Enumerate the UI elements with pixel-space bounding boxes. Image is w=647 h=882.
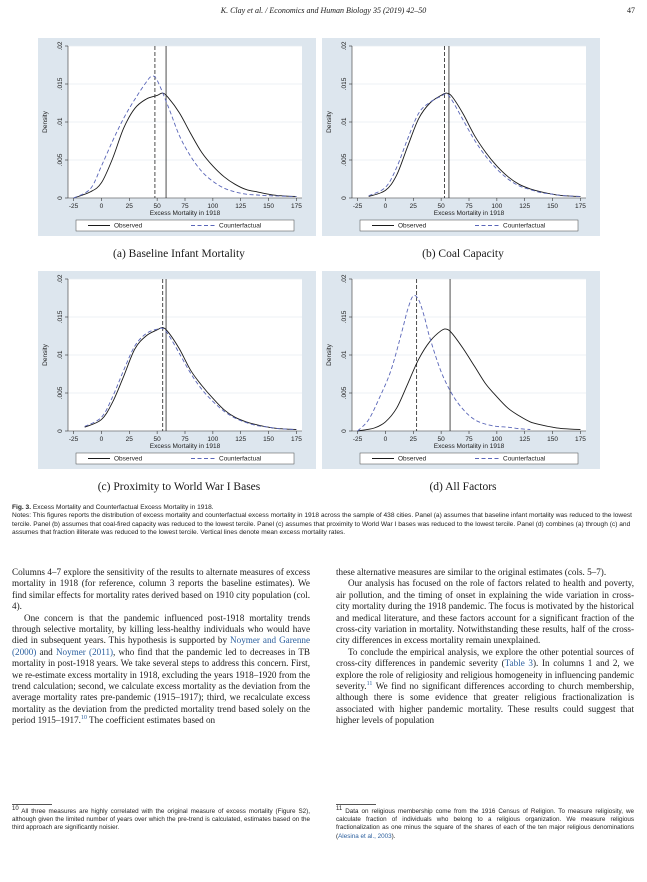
- legend-counterfactual-label: Counterfactual: [503, 455, 546, 463]
- y-tick-label: .02: [57, 41, 64, 51]
- left-text-column: [12, 567, 310, 727]
- y-tick-label: .015: [57, 77, 64, 91]
- citation-link[interactable]: Noymer (2011): [55, 646, 114, 657]
- right-text-column: [336, 567, 634, 727]
- x-tick-label: 100: [491, 203, 503, 210]
- x-axis-label: Excess Mortality in 1918: [433, 210, 505, 217]
- paragraph: Columns 4–7 explore the sensitivity of the results to alternate measures of excess mortality in 1918 (for reference, column 3 reports the baseline estimates). We find similar effects for mortality rates derived based on 1910 city population (col. 4).: [12, 567, 310, 612]
- x-tick-label: 100: [491, 436, 503, 443]
- x-tick-label: 100: [207, 203, 219, 210]
- x-tick-label: 125: [235, 436, 247, 443]
- legend-observed-label: Observed: [114, 455, 143, 463]
- x-tick-label: 25: [409, 436, 417, 443]
- footnote-divider: [12, 804, 52, 805]
- x-tick-label: 175: [574, 436, 586, 443]
- y-tick-label: .02: [341, 41, 348, 51]
- paragraph: Our analysis has focused on the role of factors related to health and poverty, air pollution, and the timing of onset in explaining the wide variation in cross-city mortality during the 1918 pandemic. The focus is motivated by the historical and medical literature, and these factors account for a significant fraction of the cross-city variation in mortality. Notwithstanding these results, half of the cross-city differences in excess mortality remain unexplained.: [336, 578, 634, 646]
- x-tick-label: 25: [125, 436, 133, 443]
- y-tick-label: .01: [341, 117, 348, 127]
- citation-link[interactable]: Noymer and Garenne (2000): [12, 635, 310, 657]
- footnote-ref[interactable]: 10: [80, 715, 87, 722]
- x-tick-label: 75: [465, 203, 473, 210]
- panel-a-caption: (a) Baseline Infant Mortality: [113, 248, 245, 260]
- figure-notes: Notes: This figures reports the distribution of excess mortality and counterfactual excess mortality in 1918 across the sample of 438 cities. Panel (a) assumes that baseline infant mortality was reduced to the lowest tercile. Panel (b) assumes that coal-fired capacity was reduced to the lowest tercile. Panel (c) assumes that proximity to World War I bases was reduced to the lowest tercile. Panel (d) combines (a) through (c) and assumes that fraction illiterate was reduced to the lowest tercile. Vertical lines denote mean excess mortality rates.: [12, 512, 632, 537]
- chart-panel-a: [38, 38, 316, 236]
- x-tick-label: 75: [465, 436, 473, 443]
- x-tick-label: 100: [207, 436, 219, 443]
- footnote-11: $^{11}$ Data on religious membership come from the 1916 Census of Religion. To measure religiosity, we calculate fraction of individuals who belong to a religious organization. We measure religious fractionalization as one minus the square of the shares of each of the ten major religious denominations (Alesina et al., 2003).: [336, 805, 634, 840]
- x-tick-label: 0: [383, 203, 388, 210]
- x-tick-label: 150: [263, 203, 275, 210]
- x-tick-label: 50: [437, 436, 445, 443]
- y-tick-label: .015: [341, 310, 348, 324]
- paragraph: To conclude the empirical analysis, we explore the other potential sources of cross-city differences in pandemic severity (Table 3). In columns 1 and 2, we explore the role of religiosity and religious homogeneity in influencing pandemic severity.$^{11}$ We find no significant differences according to church membership, although there is some evidence that greater religious fractionalization is associated with higher pandemic mortality. These results could suggest that higher levels of population: [336, 646, 634, 726]
- x-tick-label: 0: [99, 436, 104, 443]
- x-tick-label: 175: [290, 203, 302, 210]
- y-tick-label: .005: [341, 386, 348, 400]
- legend-observed-label: Observed: [398, 455, 427, 463]
- y-tick-label: .005: [57, 153, 64, 167]
- footnote-divider: [336, 804, 376, 805]
- x-tick-label: 0: [383, 436, 388, 443]
- x-tick-label: 150: [547, 203, 559, 210]
- legend-counterfactual-label: Counterfactual: [219, 455, 262, 463]
- legend-counterfactual-label: Counterfactual: [503, 222, 546, 230]
- x-tick-label: 125: [235, 203, 247, 210]
- y-tick-label: .015: [57, 310, 64, 324]
- y-tick-label: .01: [341, 350, 348, 360]
- citation-link[interactable]: Alesina et al., 2003: [338, 832, 392, 840]
- y-tick-label: 0: [57, 196, 64, 200]
- x-tick-label: 25: [125, 203, 133, 210]
- figure-caption: [12, 504, 634, 538]
- y-tick-label: .02: [57, 274, 64, 284]
- x-tick-label: 175: [574, 203, 586, 210]
- x-axis-label: Excess Mortality in 1918: [149, 210, 221, 217]
- paragraph: these alternative measures are similar to the original estimates (cols. 5–7).: [336, 567, 607, 577]
- figure-label: Fig. 3.: [12, 504, 32, 511]
- x-tick-label: 25: [409, 203, 417, 210]
- panel-c-caption: (c) Proximity to World War I Bases: [97, 481, 261, 493]
- y-tick-label: .01: [57, 117, 64, 127]
- chart-panel-d: [322, 271, 600, 469]
- y-axis-label: Density: [42, 111, 49, 133]
- y-tick-label: 0: [57, 429, 64, 433]
- x-tick-label: 50: [153, 436, 161, 443]
- y-tick-label: .005: [57, 386, 64, 400]
- x-tick-label: 150: [263, 436, 275, 443]
- y-tick-label: 0: [341, 196, 348, 200]
- x-tick-label: 50: [437, 203, 445, 210]
- figure-title: Excess Mortality and Counterfactual Excess Mortality in 1918.: [32, 504, 214, 511]
- x-tick-label: 125: [519, 203, 531, 210]
- x-tick-label: 150: [547, 436, 559, 443]
- y-tick-label: 0: [341, 429, 348, 433]
- y-axis-label: Density: [326, 344, 333, 366]
- y-tick-label: .015: [341, 77, 348, 91]
- chart-panel-c: [38, 271, 316, 469]
- journal-citation: K. Clay et al. / Economics and Human Biology 35 (2019) 42–50: [220, 6, 427, 15]
- x-tick-label: 75: [181, 436, 189, 443]
- x-tick-label: 0: [99, 203, 104, 210]
- x-tick-label: -25: [352, 436, 363, 443]
- x-axis-label: Excess Mortality in 1918: [149, 443, 221, 450]
- y-tick-label: .02: [341, 274, 348, 284]
- legend-observed-label: Observed: [114, 222, 143, 230]
- x-tick-label: 75: [181, 203, 189, 210]
- chart-panel-b: [322, 38, 600, 236]
- table-link[interactable]: Table 3: [504, 658, 533, 669]
- panel-b-caption: (b) Coal Capacity: [422, 248, 504, 260]
- x-tick-label: 175: [290, 436, 302, 443]
- paragraph: One concern is that the pandemic influenced post-1918 mortality trends through selective mortality, by killing less-healthy individuals who would have died in subsequent years. This hypothesis is supported by Noymer and Garenne (2000) and Noymer (2011), who find that the pandemic led to decreases in TB mortality in post-1918 years. We take several steps to address this concern. First, we re-estimate excess mortality in 1918, excluding the years 1918–1920 from the trend calculation; second, we calculate excess mortality as the deviation from the average mortality rates pre-pandemic (1915–1917); third, we recalculate excess mortality as the deviation from the predicted mortality trend based solely on the period 1915–1917.10 The coefficient estimates based on: [12, 612, 310, 726]
- x-tick-label: -25: [352, 203, 363, 210]
- y-tick-label: .005: [341, 153, 348, 167]
- legend-counterfactual-label: Counterfactual: [219, 222, 262, 230]
- footnote-10: $^{10}$ All three measures are highly correlated with the original measure of excess mortality (Figure S2), although given the limited number of years over which the pre-trend is calculated, estimates based on the third approach are significantly noisier.: [12, 805, 310, 832]
- y-tick-label: .01: [57, 350, 64, 360]
- page-number: 47: [627, 6, 635, 15]
- footnote-ref[interactable]: 11: [366, 681, 373, 688]
- x-axis-label: Excess Mortality in 1918: [433, 443, 505, 450]
- legend-observed-label: Observed: [398, 222, 427, 230]
- y-axis-label: Density: [326, 111, 333, 133]
- x-tick-label: -25: [68, 436, 79, 443]
- x-tick-label: 50: [153, 203, 161, 210]
- y-axis-label: Density: [42, 344, 49, 366]
- panel-d-caption: (d) All Factors: [429, 481, 497, 493]
- x-tick-label: 125: [519, 436, 531, 443]
- x-tick-label: -25: [68, 203, 79, 210]
